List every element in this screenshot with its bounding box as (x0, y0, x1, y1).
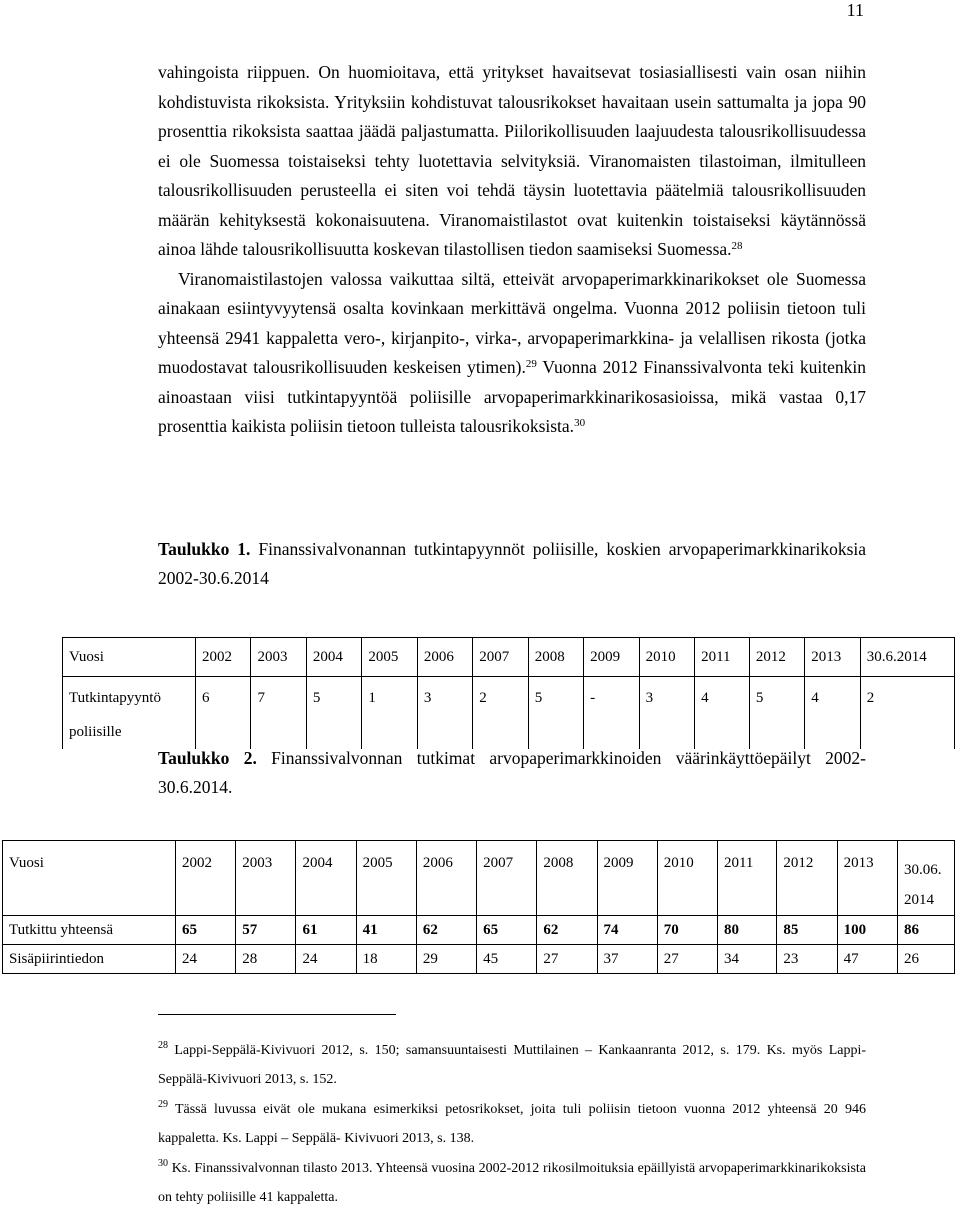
table-1-value-row (63, 677, 955, 750)
table-2-year: 2011 (717, 841, 776, 916)
table-1-year: 2008 (528, 638, 583, 677)
table-2-value: 29 (416, 945, 476, 974)
table-2-row-label: Sisäpiirintiedon (3, 945, 176, 974)
table-2-year: 2003 (236, 841, 296, 916)
table-2-header-label: Vuosi (3, 841, 176, 916)
table-2-year: 2004 (296, 841, 356, 916)
table-1-year: 2005 (362, 638, 417, 677)
table-1-value: 2 (473, 677, 528, 750)
footnote-ref-30[interactable]: 30 (574, 417, 586, 429)
paragraph-2-text-a: Viranomaistilastojen valossa vaikuttaa siltä, etteivät arvopaperimarkkinarikokset ole Suomessa ainakaan esiintyvyytensä osalta kovinkaan merkittävä ongelma. Vuonna 2012 poliisin tietoon tuli yhteensä 2941 kappaletta vero-, kirjanpito-, virka-, arvopaperimarkkina- ja velallisen rikosta (jotka muodostavat talousrikollisuuden keskeisen ytimen). (158, 268, 866, 377)
table-2-value: 80 (717, 916, 776, 945)
table-1-value: 1 (362, 677, 417, 750)
table-2-value: 18 (356, 945, 416, 974)
table-2 (2, 840, 955, 974)
table-2-value: 27 (537, 945, 597, 974)
table-2-value: 62 (537, 916, 597, 945)
table-2-year: 2007 (477, 841, 537, 916)
table-2-value: 65 (176, 916, 236, 945)
table-1-year: 2007 (473, 638, 528, 677)
table-1-header-row (63, 638, 955, 677)
footnote-28 (158, 1036, 866, 1094)
table-2-row-total (3, 916, 955, 945)
table-2-value: 65 (477, 916, 537, 945)
table-2-value: 24 (176, 945, 236, 974)
footnote-number: 29 (158, 1099, 168, 1110)
footnote-text: Ks. Finanssivalvonnan tilasto 2013. Yhteensä vuosina 2002-2012 rikosilmoituksia epäillyistä arvopaperimarkkinarikoksista on tehty poliisille 41 kappaletta. (158, 1161, 867, 1205)
table-1-year: 2003 (251, 638, 306, 677)
table-1-caption-text: Finanssivalvonannan tutkintapyynnöt poliisille, koskien arvopaperimarkkinarikoksia 2002-30.6.2014 (158, 539, 867, 588)
footnote-text: Lappi-Seppälä-Kivivuori 2012, s. 150; samansuuntaisesti Muttilainen – Kankaanranta 2012, s. 179. Ks. myös Lappi-Seppälä-Kivivuori 2013, s. 152. (158, 1043, 867, 1087)
table-2-value: 57 (236, 916, 296, 945)
body-text (158, 58, 866, 442)
table-2-value: 28 (236, 945, 296, 974)
table-1-value: 4 (805, 677, 860, 750)
table-2-value: 74 (597, 916, 657, 945)
table-2-value: 41 (356, 916, 416, 945)
table-2-value: 24 (296, 945, 356, 974)
table-2-year: 2013 (837, 841, 897, 916)
table-2-row-label: Tutkittu yhteensä (3, 916, 176, 945)
table-1-value: 5 (528, 677, 583, 750)
paragraph-1 (158, 58, 866, 265)
table-2-value: 37 (597, 945, 657, 974)
footnote-30 (158, 1154, 866, 1212)
footnote-29 (158, 1095, 866, 1153)
table-1-year: 2012 (749, 638, 804, 677)
table-1-value: 3 (639, 677, 694, 750)
table-2-year: 2009 (597, 841, 657, 916)
footnotes (158, 1036, 866, 1213)
table-1-value: - (584, 677, 639, 750)
paragraph-1-text: vahingoista riippuen. On huomioitava, että yritykset havaitsevat tosiasiallisesti vain osan niihin kohdistuvista rikoksista. Yrityksiin kohdistuvat talousrikokset havaitaan usein sattumalta ja jopa 90 prosenttia rikoksista saattaa jäädä paljastumatta. Piilorikollisuuden laajuudesta talousrikollisuudessa ei ole Suomessa toistaiseksi tehty luotettavia selvityksiä. Viranomaisten tilastoiman, ilmitulleen talousrikollisuuden perusteella ei siten voi tehdä täysin luotettavia päätelmiä talousrikollisuuden määrän kehityksestä kokonaisuutena. Viranomaistilastot ovat kuitenkin toistaiseksi käytännössä ainoa lähde talousrikollisuutta koskevan tilastollisen tiedon saamiseksi Suomessa. (158, 62, 866, 259)
table-2-value: 23 (777, 945, 837, 974)
table-1-value: 2 (860, 677, 954, 750)
table-2-row-insider (3, 945, 955, 974)
table-2-value: 27 (657, 945, 717, 974)
table-1 (62, 637, 955, 749)
table-1-year: 2010 (639, 638, 694, 677)
paragraph-2-text-b: Vuonna 2012 Finanssivalvonta teki kuitenkin ainoastaan viisi tutkintapyyntöä poliisille arvopaperimarkkinarikosasioissa, mikä vastaa 0,17 prosenttia kaikista poliisin tietoon tulleista talousrikoksista. (158, 357, 866, 436)
table-1-value: 4 (695, 677, 750, 750)
footnote-text: Tässä luvussa eivät ole mukana esimerkiksi petosrikokset, joita tuli poliisin tietoon vuonna 2012 yhteensä 20 946 kappaletta. Ks. Lappi – Seppälä- Kivivuori 2013, s. 138. (158, 1102, 867, 1146)
table-1-year: 2004 (306, 638, 361, 677)
footnote-separator (158, 1014, 396, 1015)
table-2-year: 2008 (537, 841, 597, 916)
table-2-value: 62 (416, 916, 476, 945)
table-2-header-row (3, 841, 955, 916)
table-2-year: 2005 (356, 841, 416, 916)
page-number: 11 (846, 0, 864, 20)
table-2-year: 30.06. 2014 (898, 841, 955, 916)
table-2-value: 61 (296, 916, 356, 945)
table-1-row-label: Tutkintapyyntö poliisille (63, 677, 196, 750)
table-1-value: 3 (417, 677, 472, 750)
table-2-value: 26 (898, 945, 955, 974)
table-2-year: 2010 (657, 841, 717, 916)
table-1-year: 30.6.2014 (860, 638, 954, 677)
footnote-ref-28[interactable]: 28 (731, 240, 743, 252)
table-1-header-label: Vuosi (63, 638, 196, 677)
table-2-value: 45 (477, 945, 537, 974)
table-1-year: 2009 (584, 638, 639, 677)
table-2-year: 2006 (416, 841, 476, 916)
table-1-value: 7 (251, 677, 306, 750)
table-1-year: 2002 (196, 638, 251, 677)
table-2-caption (158, 744, 866, 802)
table-2-caption-label: Taulukko 2. (158, 748, 257, 768)
table-1-year: 2013 (805, 638, 860, 677)
footnote-ref-29[interactable]: 29 (525, 358, 537, 370)
table-2-value: 34 (717, 945, 776, 974)
table-2-value: 70 (657, 916, 717, 945)
footnote-number: 28 (158, 1040, 168, 1051)
table-2-value: 86 (898, 916, 955, 945)
table-1-year: 2006 (417, 638, 472, 677)
table-1-value: 6 (196, 677, 251, 750)
table-1-year: 2011 (695, 638, 750, 677)
table-2-value: 47 (837, 945, 897, 974)
table-1-caption (158, 535, 866, 593)
footnote-number: 30 (158, 1158, 168, 1169)
table-2-value: 85 (777, 916, 837, 945)
table-1-value: 5 (306, 677, 361, 750)
table-1-caption-label: Taulukko 1. (158, 539, 251, 559)
table-2-caption-text: Finanssivalvonnan tutkimat arvopaperimarkkinoiden väärinkäyttöepäilyt 2002-30.6.2014. (158, 748, 866, 797)
paragraph-2 (158, 265, 866, 442)
table-2-value: 100 (837, 916, 897, 945)
table-2-year: 2012 (777, 841, 837, 916)
table-1-value: 5 (749, 677, 804, 750)
table-2-year: 2002 (176, 841, 236, 916)
